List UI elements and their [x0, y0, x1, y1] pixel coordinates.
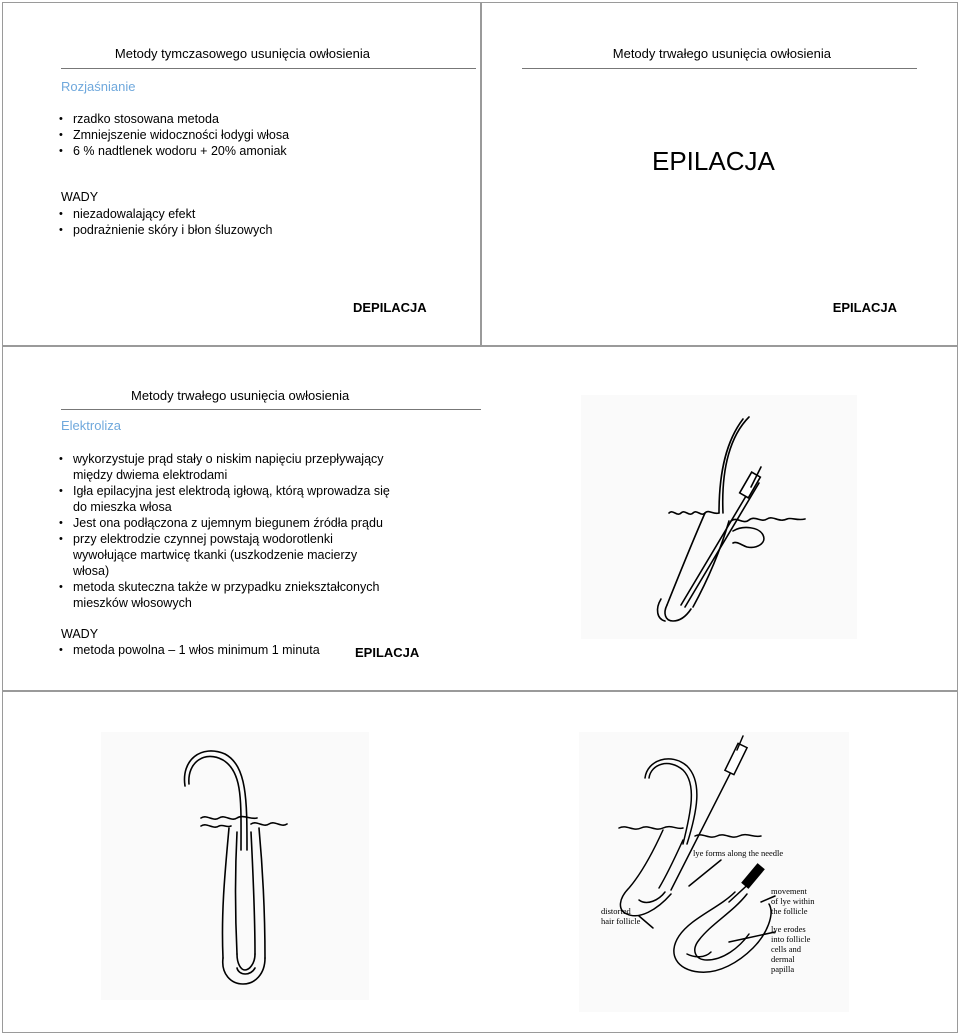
bullet-item: • Zmniejszenie widoczności łodygi włosa	[73, 127, 289, 143]
label-distorted-1: distorted	[601, 906, 631, 916]
label-movement-2: of lye within	[771, 896, 815, 906]
slide-title: EPILACJA	[652, 146, 775, 176]
drawbacks-label: WADY	[61, 627, 99, 641]
slide-electrolysis	[2, 346, 958, 691]
section-heading: Rozjaśnianie	[61, 79, 136, 94]
bullet-continuation: do mieszka włosa	[73, 500, 172, 514]
bullet-continuation: wywołujące martwicę tkanki (uszkodzenie macierzy	[73, 548, 358, 562]
drawback-item: • podrażnienie skóry i błon śluzowych	[73, 222, 272, 238]
slide-header: Metody trwałego usunięcia owłosienia	[131, 388, 350, 403]
bullet-continuation: między dwiema elektrodami	[73, 468, 228, 482]
bullet-item: • rzadko stosowana metoda	[73, 111, 219, 127]
bullet-item: • wykorzystuje prąd stały o niskim napięciu przepływający	[73, 451, 384, 467]
label-movement-1: movement	[771, 886, 807, 896]
label-lye-forms: lye forms along the needle	[693, 848, 784, 858]
header-rule	[61, 68, 476, 69]
slide-header: Metody trwałego usunięcia owłosienia	[612, 46, 831, 61]
label-erodes-1: lye erodes	[771, 924, 806, 934]
slide-footer: EPILACJA	[355, 645, 420, 660]
drawbacks-label: WADY	[61, 190, 99, 204]
bullet-continuation: mieszków włosowych	[73, 596, 192, 610]
bullet-item: • Igła epilacyjna jest elektrodą igłową, którą wprowadza się	[73, 483, 390, 499]
section-heading: Elektroliza	[61, 418, 121, 433]
bullet-item: • 6 % nadtlenek wodoru + 20% amoniak	[73, 143, 287, 159]
bullet-item: • przy elektrodzie czynnej powstają wodorotlenki	[73, 531, 333, 547]
slide-permanent-removal-title	[481, 2, 958, 346]
bullet-item: • Jest ona podłączona z ujemnym biegunem źródła prądu	[73, 515, 383, 531]
hair-follicle-illustration	[101, 732, 369, 1000]
needle-follicle-illustration	[581, 395, 857, 639]
bullet-continuation: włosa)	[73, 564, 110, 578]
drawback-item: • niezadowalający efekt	[73, 206, 195, 222]
drawback-item: • metoda powolna – 1 włos minimum 1 minuta	[73, 642, 320, 658]
label-erodes-3: cells and	[771, 944, 801, 954]
slide-follicle-diagrams	[2, 691, 958, 1033]
slide-footer: DEPILACJA	[353, 300, 427, 315]
label-movement-3: the follicle	[771, 906, 808, 916]
label-erodes-4: dermal	[771, 954, 795, 964]
slide-temporary-removal	[2, 2, 481, 346]
electrolysis-process-illustration	[579, 732, 849, 1012]
label-distorted-2: hair follicle	[601, 916, 641, 926]
slide-header: Metody tymczasowego usunięcia owłosienia	[114, 46, 370, 61]
bullet-item: • metoda skuteczna także w przypadku zniekształconych	[73, 579, 379, 595]
label-erodes-5: papilla	[771, 964, 795, 974]
label-erodes-2: into follicle	[771, 934, 811, 944]
header-rule	[61, 409, 481, 410]
slide-footer: EPILACJA	[832, 300, 897, 315]
header-rule	[522, 68, 917, 69]
